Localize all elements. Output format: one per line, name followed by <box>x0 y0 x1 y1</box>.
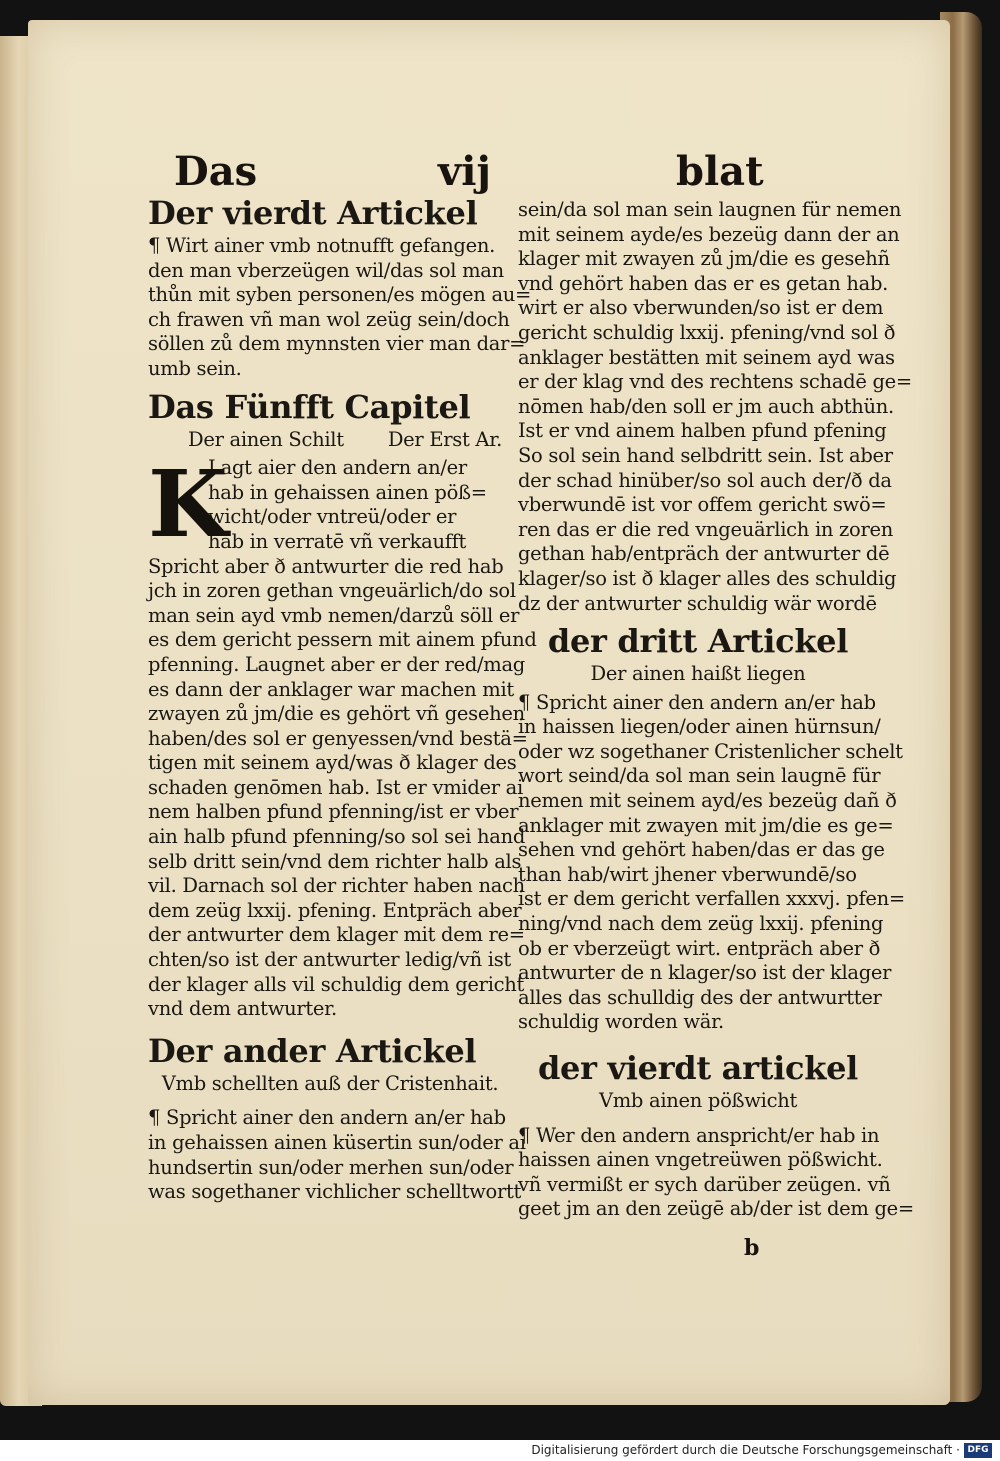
paragraph <box>148 234 532 382</box>
paragraph <box>518 198 912 616</box>
section-subheading: Vmb ainen pößwicht <box>598 1089 798 1112</box>
section-title: Der vierdt Artickel <box>148 194 478 232</box>
text-line: vberwundē ist vor offem gericht swö= <box>518 493 887 517</box>
text-line: than hab/wirt jhener vberwundē/so <box>518 862 857 886</box>
text-line: umb sein. <box>148 356 242 380</box>
text-line: jch in zoren gethan vngeuärlich/do sol <box>148 579 516 603</box>
text-line: wirt er also vberwunden/so ist er dem <box>518 296 884 320</box>
running-head-left: Das <box>174 148 258 195</box>
text-line: Ist er vnd ainem halben pfund pfening <box>518 419 887 443</box>
text-line: mit seinem ayde/es bezeüg dann der an <box>518 222 900 246</box>
text-line: alles das schulldig des der antwurtter <box>518 985 882 1009</box>
paragraph <box>518 1123 914 1222</box>
left-column <box>148 192 537 1205</box>
text-line: er der klag vnd des rechtens schadē ge= <box>518 370 912 394</box>
section-title: Der ander Artickel <box>148 1031 477 1070</box>
text-line: gericht schuldig lxxij. pfening/vnd sol ð <box>518 320 896 344</box>
text-line: haben/des sol er genyessen/vnd bestä= <box>148 726 528 750</box>
text-line: sein/da sol man sein laugnen für nemen <box>518 198 902 221</box>
text-line: vil. Darnach sol der richter haben nach <box>148 874 525 898</box>
text-line: ob er vberzeügt wirt. entpräch aber ð <box>518 936 881 960</box>
text-line: söllen zů dem mynnsten vier man dar= <box>148 332 526 356</box>
text-line: der klager alls vil schuldig dem gericht <box>148 972 525 996</box>
text-line: chten/so ist der antwurter ledig/vñ ist <box>148 948 511 972</box>
text-line: sehen vnd gehört haben/das er das ge <box>518 838 885 862</box>
section-subheading: Der ainen haißt liegen <box>590 662 806 686</box>
text-line: der schad hinüber/so sol auch der/ð da <box>518 468 892 492</box>
text-line: wicht/oder vntreü/oder er <box>208 505 457 529</box>
text-line: Lagt aier den andern an/er <box>208 456 467 480</box>
folio-number: vij <box>438 148 491 195</box>
text-line: hab in gehaissen ainen pöß= <box>208 480 487 504</box>
text-line: selb dritt sein/vnd dem richter halb als <box>148 849 522 873</box>
text-line: thůn mit syben personen/es mögen au= <box>148 283 532 307</box>
text-line: hab in verratē vñ verkaufft <box>208 529 467 553</box>
text-line: vnd dem antwurter. <box>148 997 337 1021</box>
text-line: anklager bestätten mit seinem ayd was <box>518 345 895 369</box>
text-line: zwayen zů jm/die es gehört vñ gesehen <box>148 702 525 726</box>
text-line: in haissen liegen/oder ainen hürnsun/ <box>518 715 881 739</box>
text-line: ¶ Wirt ainer vmb notnufft gefangen. <box>148 234 495 257</box>
text-line: oder wz sogethaner Cristenlicher schelt <box>518 739 903 763</box>
text-line: Spricht aber ð antwurter die red hab <box>148 554 504 578</box>
chapter-title: Das Fünfft Capitel <box>148 387 471 426</box>
section-title: der vierdt artickel <box>537 1049 858 1087</box>
text-line: So sol sein hand selbdritt sein. Ist aber <box>518 443 893 467</box>
text-line: ¶ Wer den andern anspricht/er hab in <box>518 1123 880 1147</box>
funding-credit: Digitalisierung gefördert durch die Deutsche Forschungsgemeinschaft · <box>531 1443 960 1457</box>
text-line: hundsertin sun/oder merhen sun/oder <box>148 1155 514 1179</box>
text-line: haissen ainen vngetreüwen pößwicht. <box>518 1148 883 1172</box>
text-line: tigen mit seinem ayd/was ð klager des <box>148 751 517 775</box>
drop-cap-initial: K <box>148 450 228 559</box>
running-head-right: blat <box>676 148 764 195</box>
footer-bar <box>0 1440 1000 1461</box>
paragraph <box>148 554 537 1022</box>
decorated-paragraph <box>148 450 512 559</box>
text-line: pfenning. Laugnet aber er der red/mag <box>148 652 525 676</box>
text-line: klager/so ist ð klager alles des schuldig <box>518 566 897 590</box>
text-line: ¶ Spricht ainer den andern an/er hab <box>518 690 876 714</box>
text-line: ain halb pfund pfenning/so sol sei hand <box>148 825 526 849</box>
section-subheading: Vmb schellten auß der Cristenhait. <box>161 1071 499 1095</box>
text-line: den man vberzeügen wil/das sol man <box>148 258 504 282</box>
text-line: gethan hab/entpräch der antwurter dē <box>518 542 890 566</box>
text-line: was sogethaner vichlicher schelltwortt <box>148 1180 522 1204</box>
subheading-left: Der ainen Schilt <box>188 427 344 451</box>
text-line: ren das er die red vngeuärlich in zoren <box>518 517 893 541</box>
text-line: anklager mit zwayen mit jm/die es ge= <box>518 813 894 837</box>
text-line: in gehaissen ainen küsertin sun/oder ai <box>148 1131 526 1154</box>
text-line: dz der antwurter schuldig wär wordē <box>518 591 877 615</box>
right-column <box>518 198 914 1222</box>
paragraph <box>148 1106 526 1204</box>
text-line: man sein ayd vmb nemen/darzů söll er <box>148 603 520 627</box>
text-line: schuldig worden wär. <box>518 1010 724 1034</box>
text-line: dem zeüg lxxij. pfening. Entpräch aber <box>148 898 522 922</box>
text-line: antwurter de n klager/so ist der klager <box>518 961 892 985</box>
text-line: schaden genōmen hab. Ist er vmider ai <box>148 775 523 799</box>
text-line: nōmen hab/den soll er jm auch abthün. <box>518 394 894 418</box>
signature-mark: b <box>744 1235 760 1261</box>
chapter-subheading <box>148 428 512 453</box>
text-line: wort seind/da sol man sein laugnē für <box>518 764 881 788</box>
text-line: der antwurter dem klager mit dem re= <box>148 923 525 947</box>
text-line: ist er dem gericht verfallen xxxvj. pfen= <box>518 887 905 911</box>
text-line: klager mit zwayen zů jm/die es gesehñ <box>518 247 890 271</box>
paragraph <box>518 690 905 1035</box>
section-title: der dritt Artickel <box>547 622 849 661</box>
text-line: geet jm an den zeügē ab/der ist dem ge= <box>518 1197 914 1221</box>
text-line: vnd gehört haben das er es getan hab. <box>518 271 889 295</box>
text-line: es dann der anklager war machen mit <box>148 677 514 701</box>
text-line: vñ vermißt er sych darüber zeügen. vñ <box>518 1172 891 1196</box>
book-page <box>28 20 950 1405</box>
text-line: nemen mit seinem ayd/es bezeüg dañ ð <box>518 789 897 813</box>
text-line: ch frawen vñ man wol zeüg sein/doch <box>148 307 510 331</box>
text-line: es dem gericht pessern mit ainem pfund <box>148 628 537 652</box>
text-line: ning/vnd nach dem zeüg lxxij. pfening <box>518 912 884 936</box>
subheading-right: Der Erst Ar. <box>387 427 502 451</box>
text-line: nem halben pfund pfenning/ist er vber <box>148 800 519 824</box>
text-line: ¶ Spricht ainer den andern an/er hab <box>148 1106 506 1130</box>
dfg-logo: DFG <box>964 1443 992 1458</box>
